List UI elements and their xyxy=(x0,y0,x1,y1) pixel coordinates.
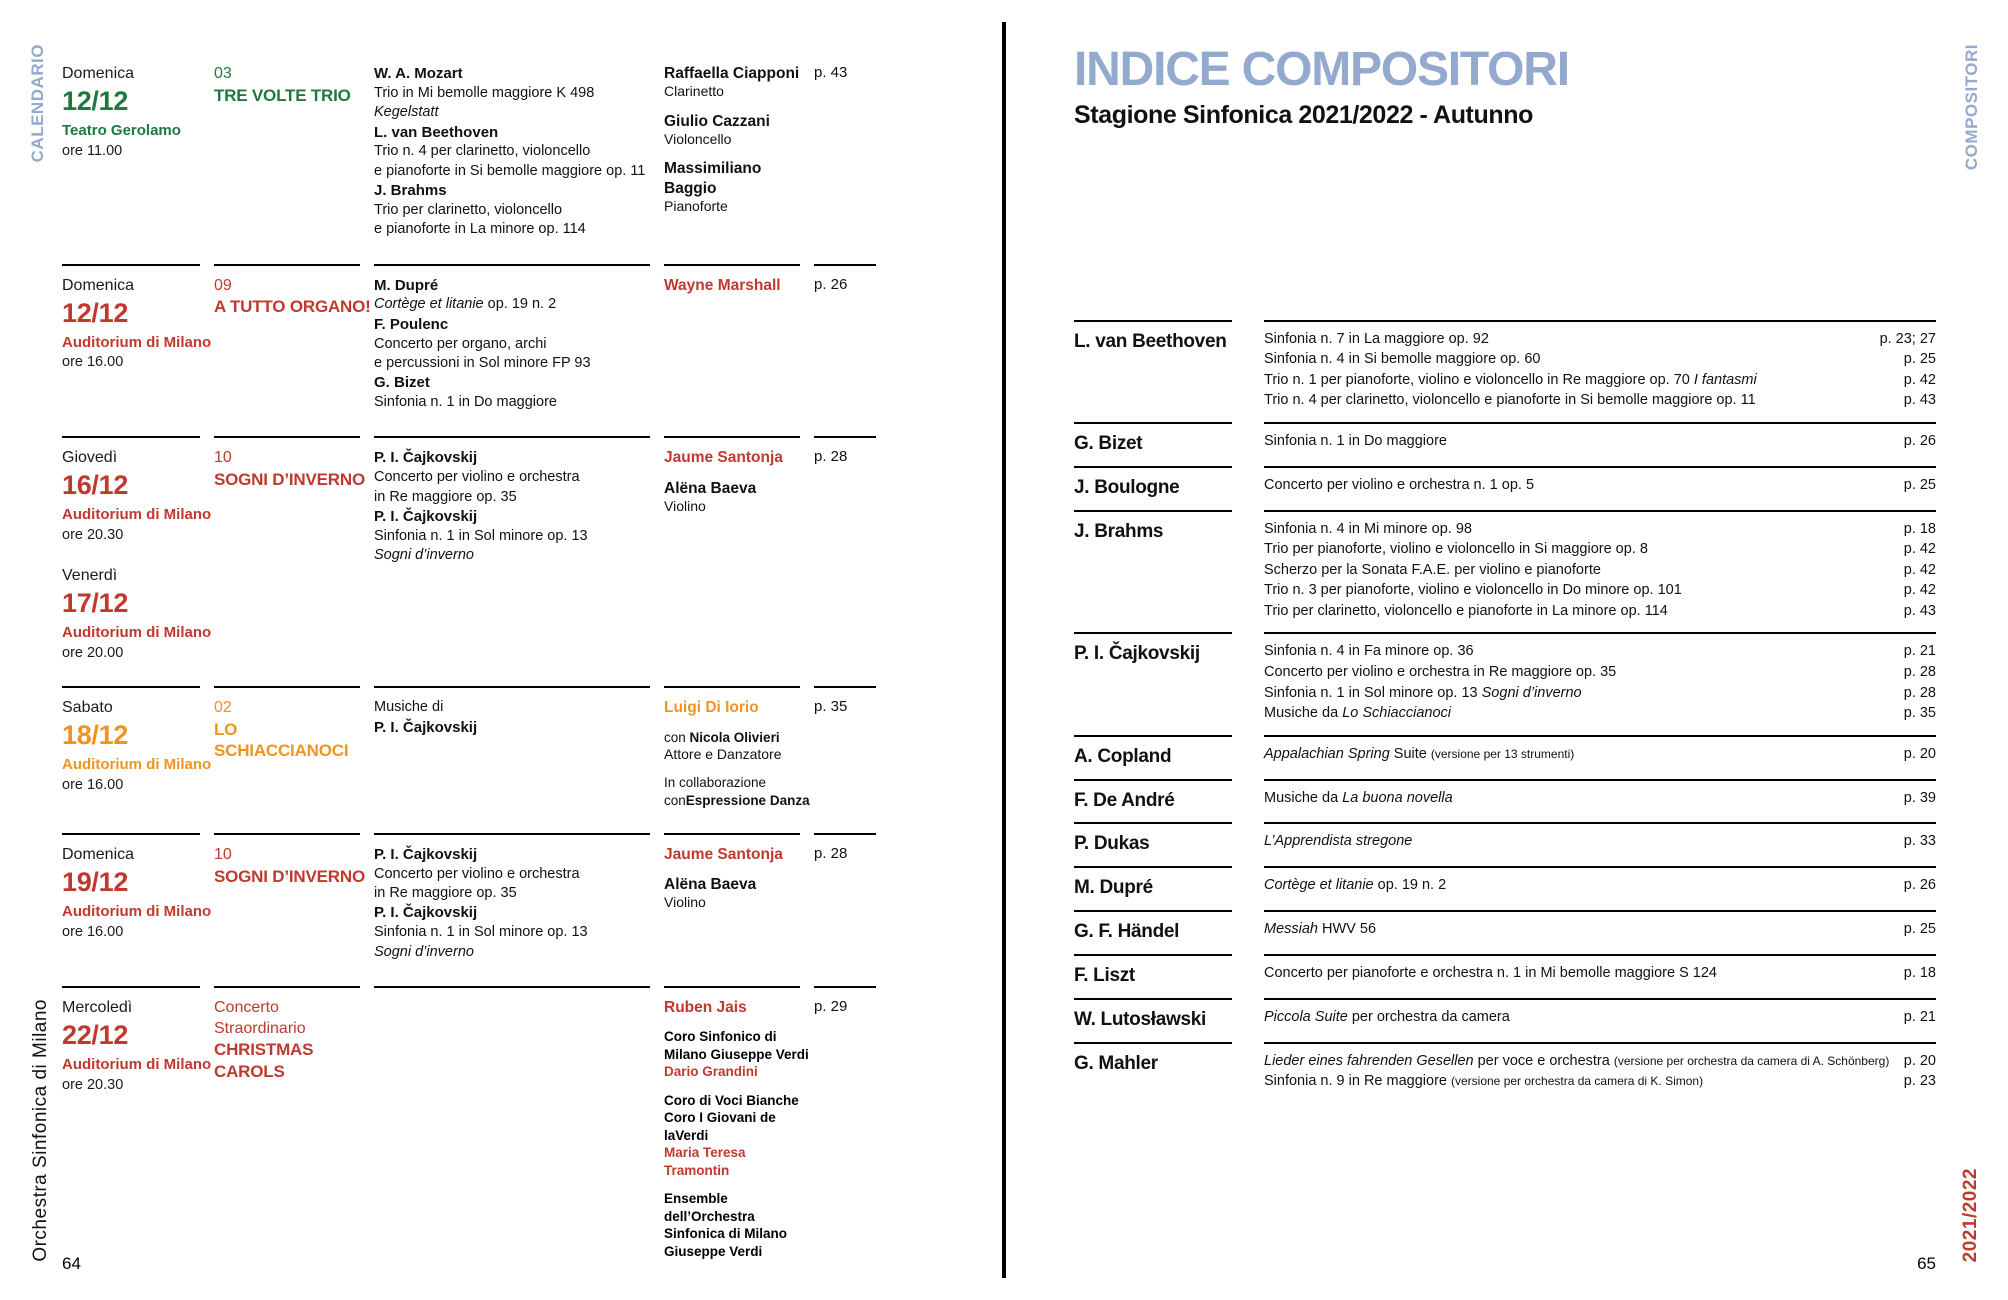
index-composer-name: A. Copland xyxy=(1074,745,1172,767)
series-name: SOGNI D’INVERNO xyxy=(214,866,365,886)
event-weekday: Mercoledì xyxy=(62,998,133,1016)
program-line: Trio in Mi bemolle maggiore K 498 xyxy=(374,84,595,101)
calendar-event[interactable] xyxy=(62,250,964,423)
index-work-page[interactable]: p. 42 xyxy=(1903,371,1936,388)
performer-role: Clarinetto xyxy=(664,83,724,100)
index-works-list xyxy=(1246,641,1936,723)
page-number-left: 64 xyxy=(62,1254,81,1273)
index-composer-name: P. Dukas xyxy=(1074,833,1150,855)
performer-role: Violino xyxy=(664,894,706,911)
event-time: ore 20.30 xyxy=(62,527,124,544)
event-program-block xyxy=(374,986,664,1261)
index-works-list xyxy=(1246,875,1936,896)
index-entry[interactable] xyxy=(1074,632,1936,734)
event-date: 12/12 xyxy=(62,86,129,116)
index-composer-name: M. Dupré xyxy=(1074,877,1153,899)
index-work-title: Musiche da La buona novella xyxy=(1264,789,1453,806)
index-composer-name: L. van Beethoven xyxy=(1074,330,1227,352)
index-work-row[interactable] xyxy=(1264,744,1936,765)
performer-role: Violino xyxy=(664,497,706,514)
index-works-list xyxy=(1246,744,1936,765)
index-work-row[interactable] xyxy=(1264,329,1936,350)
index-composer-name: G. F. Händel xyxy=(1074,921,1180,943)
event-program-block xyxy=(374,686,664,809)
performer-name: Alëna Baeva xyxy=(664,479,757,497)
event-performers-block xyxy=(664,52,814,240)
series-number: 09 xyxy=(214,276,232,294)
index-work-row[interactable] xyxy=(1264,390,1936,411)
index-work-title: Trio per pianoforte, violino e violoncello in Si maggiore op. 8 xyxy=(1264,541,1648,558)
page-number-right: 65 xyxy=(1917,1254,1936,1273)
index-work-title: Trio per clarinetto, violoncello e pianoforte in La minore op. 114 xyxy=(1264,602,1668,619)
event-page-ref-block[interactable] xyxy=(814,986,890,1261)
event-time-2: ore 20.00 xyxy=(62,645,124,662)
performer-note: In collaborazione conEspressione Danza xyxy=(664,775,810,808)
series-name: LO SCHIACCIANOCI xyxy=(214,720,349,761)
index-work-row[interactable] xyxy=(1264,560,1936,581)
program-line: Sinfonia n. 1 in Sol minore op. 13 xyxy=(374,924,588,941)
event-time: ore 20.30 xyxy=(62,1076,124,1093)
event-series-block xyxy=(214,264,374,413)
event-series-block xyxy=(214,986,374,1261)
program-line: Sogni d’inverno xyxy=(374,943,474,960)
index-entry[interactable] xyxy=(1074,422,1936,466)
index-work-row[interactable] xyxy=(1264,641,1936,662)
index-works-list xyxy=(1246,963,1936,984)
index-work-title: Concerto per pianoforte e orchestra n. 1 in Mi bemolle maggiore S 124 xyxy=(1264,964,1717,981)
event-weekday: Domenica xyxy=(62,276,135,294)
calendar-event[interactable] xyxy=(62,38,964,250)
index-works-list xyxy=(1246,1007,1936,1028)
performer-name: Jaume Santonja xyxy=(664,449,783,467)
index-work-title: Sinfonia n. 7 in La maggiore op. 92 xyxy=(1264,330,1489,347)
program-line: in Re maggiore op. 35 xyxy=(374,488,517,505)
calendar-event[interactable] xyxy=(62,819,964,972)
page-reference[interactable]: p. 35 xyxy=(814,698,848,716)
series-name: SOGNI D’INVERNO xyxy=(214,470,365,490)
index-work-page[interactable]: p. 43 xyxy=(1903,602,1936,619)
program-line: W. A. Mozart xyxy=(374,65,463,82)
index-work-row[interactable] xyxy=(1264,431,1936,452)
series-name: A TUTTO ORGANO! xyxy=(214,297,371,317)
index-work-title: Trio n. 4 per clarinetto, violoncello e pianoforte in Si bemolle maggiore op. 11 xyxy=(1264,392,1756,409)
page-reference[interactable]: p. 28 xyxy=(814,448,848,466)
event-venue: Auditorium di Milano xyxy=(62,756,212,774)
event-weekday: Domenica xyxy=(62,845,135,863)
program-line: Sogni d’inverno xyxy=(374,547,474,564)
program-line: Trio per clarinetto, violoncello xyxy=(374,201,563,218)
index-work-title: Sinfonia n. 1 in Sol minore op. 13 Sogni d’inverno xyxy=(1264,684,1582,701)
event-venue: Teatro Gerolamo xyxy=(62,122,181,140)
event-weekday-2: Venerdì xyxy=(62,567,118,585)
index-work-row[interactable] xyxy=(1264,919,1936,940)
program-line: Trio n. 4 per clarinetto, violoncello xyxy=(374,143,591,160)
index-composer-name: G. Mahler xyxy=(1074,1052,1158,1074)
index-work-page[interactable]: p. 43 xyxy=(1903,392,1936,409)
performer-role: Pianoforte xyxy=(664,197,728,214)
event-venue: Auditorium di Milano xyxy=(62,333,212,351)
event-program-block xyxy=(374,436,664,662)
index-work-page[interactable]: p. 28 xyxy=(1903,663,1936,680)
performer-name: Ruben Jais xyxy=(664,998,747,1016)
index-composer-name: G. Bizet xyxy=(1074,432,1143,454)
program-line: P. I. Čajkovskij xyxy=(374,904,478,922)
program-line: J. Brahms xyxy=(374,182,447,199)
event-date-2: 17/12 xyxy=(62,588,129,619)
program-line: L. van Beethoven xyxy=(374,123,499,141)
series-number: Concerto Straordinario xyxy=(214,998,306,1037)
program-line: Sinfonia n. 1 in Sol minore op. 13 xyxy=(374,527,588,544)
index-entry[interactable] xyxy=(1074,779,1936,823)
page-reference[interactable]: p. 43 xyxy=(814,64,848,81)
index-work-page[interactable]: p. 21 xyxy=(1903,1008,1936,1025)
index-work-title: Sinfonia n. 4 in Mi minore op. 98 xyxy=(1264,520,1472,537)
series-number: 10 xyxy=(214,845,232,863)
program-line: P. I. Čajkovskij xyxy=(374,845,478,863)
performer-name: Raffaella Ciapponi xyxy=(664,65,800,82)
index-entry[interactable] xyxy=(1074,1042,1936,1103)
index-composer-name: P. I. Čajkovskij xyxy=(1074,643,1200,665)
index-work-page[interactable]: p. 28 xyxy=(1903,684,1936,701)
program-line: P. I. Čajkovskij xyxy=(374,449,478,467)
event-program-block xyxy=(374,52,664,240)
index-work-title: Sinfonia n. 4 in Si bemolle maggiore op. 60 xyxy=(1264,351,1541,368)
event-weekday: Sabato xyxy=(62,699,113,717)
index-work-title: Musiche da Lo Schiaccianoci xyxy=(1264,705,1452,722)
index-entry[interactable] xyxy=(1074,910,1936,954)
event-page-ref-block[interactable] xyxy=(814,52,890,240)
program-line: Concerto per violino e orchestra xyxy=(374,469,580,486)
index-entry[interactable] xyxy=(1074,735,1936,779)
index-work-title: Appalachian Spring Suite (versione per 13 strumenti) xyxy=(1264,745,1575,762)
event-venue: Auditorium di Milano xyxy=(62,506,212,524)
side-tab-orchestra: Orchestra Sinfonica di Milano xyxy=(30,999,51,1262)
performer-name: Wayne Marshall xyxy=(664,276,781,294)
event-date-block xyxy=(62,436,214,662)
calendar-event[interactable] xyxy=(62,672,964,819)
performer-name: Jaume Santonja xyxy=(664,845,783,863)
index-work-page[interactable]: p. 42 xyxy=(1903,541,1936,558)
page-reference[interactable]: p. 29 xyxy=(814,997,848,1015)
index-entry[interactable] xyxy=(1074,866,1936,910)
side-tab-season: 2021/2022 xyxy=(1960,1167,1981,1262)
event-date-block xyxy=(62,986,214,1261)
index-work-row[interactable] xyxy=(1264,875,1936,896)
index-work-page[interactable]: p. 20 xyxy=(1903,745,1936,762)
index-work-page[interactable]: p. 25 xyxy=(1903,921,1936,938)
index-work-title: Sinfonia n. 1 in Do maggiore xyxy=(1264,432,1447,449)
event-date: 19/12 xyxy=(62,866,129,897)
index-works-list xyxy=(1246,831,1936,852)
ensemble-name: Coro Sinfonico di Milano Giuseppe Verdi xyxy=(664,1029,809,1062)
index-work-row[interactable] xyxy=(1264,788,1936,809)
ensemble-conductor: Dario Grandini xyxy=(664,1064,758,1080)
index-work-page[interactable]: p. 18 xyxy=(1903,964,1936,981)
index-work-title: Sinfonia n. 9 in Re maggiore (versione per orchestra da camera di K. Simon) xyxy=(1264,1073,1704,1090)
index-works-list xyxy=(1246,329,1936,411)
performer-role: Violoncello xyxy=(664,130,732,147)
index-work-page[interactable]: p. 42 xyxy=(1903,561,1936,578)
index-work-row[interactable] xyxy=(1264,349,1936,370)
index-work-page[interactable]: p. 23 xyxy=(1903,1073,1936,1090)
index-work-row[interactable] xyxy=(1264,1051,1936,1072)
index-entry[interactable] xyxy=(1074,998,1936,1042)
calendar-list xyxy=(62,38,964,1271)
event-performers-block xyxy=(664,986,814,1261)
index-work-row[interactable] xyxy=(1264,683,1936,704)
event-time: ore 16.00 xyxy=(62,923,124,940)
index-work-page[interactable]: p. 25 xyxy=(1903,476,1936,493)
index-work-title: L’Apprendista stregone xyxy=(1264,833,1413,850)
program-line: P. I. Čajkovskij xyxy=(374,507,478,525)
calendar-event[interactable] xyxy=(62,972,964,1271)
index-composer-name: W. Lutosławski xyxy=(1074,1008,1206,1030)
program-line: e percussioni in Sol minore FP 93 xyxy=(374,354,591,371)
index-work-row[interactable] xyxy=(1264,370,1936,391)
event-time: ore 16.00 xyxy=(62,354,124,371)
index-work-title: Lieder eines fahrenden Gesellen per voce e orchestra (versione per orchestra da camera di A. Schönberg) xyxy=(1264,1052,1890,1069)
program-line: Cortège et litanie op. 19 n. 2 xyxy=(374,296,557,313)
index-composer-name: F. Liszt xyxy=(1074,964,1135,986)
event-date: 12/12 xyxy=(62,297,129,328)
index-entry[interactable] xyxy=(1074,954,1936,998)
program-line: F. Poulenc xyxy=(374,315,449,333)
index-work-title: Trio n. 1 per pianoforte, violino e violoncello in Re maggiore op. 70 I fantasmi xyxy=(1264,371,1757,388)
right-page-index xyxy=(1004,0,2008,1300)
index-work-page[interactable]: p. 33 xyxy=(1903,833,1936,850)
index-work-row[interactable] xyxy=(1264,662,1936,683)
index-composer-name: J. Brahms xyxy=(1074,520,1164,542)
index-work-page[interactable]: p. 26 xyxy=(1903,432,1936,449)
program-line: in Re maggiore op. 35 xyxy=(374,885,517,902)
index-work-row[interactable] xyxy=(1264,831,1936,852)
event-page-ref-block[interactable] xyxy=(814,436,890,662)
event-page-ref-block[interactable] xyxy=(814,264,890,413)
event-date-block xyxy=(62,264,214,413)
performer-name: Alëna Baeva xyxy=(664,876,757,894)
index-title: INDICE COMPOSITORI xyxy=(1074,43,1569,96)
event-weekday: Domenica xyxy=(62,65,135,82)
event-venue-2: Auditorium di Milano xyxy=(62,624,212,642)
index-work-row[interactable] xyxy=(1264,519,1936,540)
performer-note: con Nicola Olivieri xyxy=(664,729,780,745)
index-work-title: Cortège et litanie op. 19 n. 2 xyxy=(1264,877,1447,894)
event-time: ore 11.00 xyxy=(62,142,123,159)
program-line: Sinfonia n. 1 in Do maggiore xyxy=(374,394,557,411)
index-work-row[interactable] xyxy=(1264,601,1936,622)
program-line: Musiche di xyxy=(374,699,444,716)
event-date-block xyxy=(62,686,214,809)
event-page-ref-block[interactable] xyxy=(814,833,890,962)
index-work-title: Trio n. 3 per pianoforte, violino e violoncello in Do minore op. 101 xyxy=(1264,582,1682,599)
index-work-page[interactable]: p. 42 xyxy=(1903,582,1936,599)
program-line: e pianoforte in Si bemolle maggiore op. 11 xyxy=(374,162,646,179)
performer-name: Giulio Cazzani xyxy=(664,112,770,130)
side-tab-calendario: CALENDARIO xyxy=(28,44,47,163)
program-line: P. I. Čajkovskij xyxy=(374,718,478,736)
event-performers-block xyxy=(664,833,814,962)
index-work-page[interactable]: p. 23; 27 xyxy=(1879,330,1936,347)
series-name: TRE VOLTE TRIO xyxy=(214,85,351,105)
program-line: Concerto per violino e orchestra xyxy=(374,865,580,882)
index-work-title: Concerto per violino e orchestra n. 1 op. 5 xyxy=(1264,476,1535,493)
event-program-block xyxy=(374,264,664,413)
program-line: Concerto per organo, archi xyxy=(374,335,547,352)
series-number: 02 xyxy=(214,699,232,717)
index-subtitle: Stagione Sinfonica 2021/2022 - Autunno xyxy=(1074,101,1533,129)
index-works-list xyxy=(1246,919,1936,940)
index-entry[interactable] xyxy=(1074,510,1936,633)
index-work-title: Messiah HWV 56 xyxy=(1264,921,1377,938)
index-work-row[interactable] xyxy=(1264,703,1936,724)
event-weekday: Giovedì xyxy=(62,449,118,467)
program-line: M. Dupré xyxy=(374,276,439,294)
index-work-title: Concerto per violino e orchestra in Re maggiore op. 35 xyxy=(1264,663,1617,680)
index-work-page[interactable]: p. 25 xyxy=(1903,351,1936,368)
event-date-block xyxy=(62,833,214,962)
index-work-page[interactable]: p. 26 xyxy=(1903,877,1936,894)
index-works-list xyxy=(1246,1051,1936,1092)
series-name: CHRISTMAS CAROLS xyxy=(214,1040,314,1081)
index-works-list xyxy=(1246,519,1936,622)
index-works-list xyxy=(1246,431,1936,452)
performer-name: Luigi Di Iorio xyxy=(664,699,759,717)
event-performers-block xyxy=(664,264,814,413)
index-composer-name: J. Boulogne xyxy=(1074,476,1180,498)
index-work-title: Piccola Suite per orchestra da camera xyxy=(1264,1008,1510,1025)
event-time: ore 16.00 xyxy=(62,777,124,794)
event-series-block xyxy=(214,436,374,662)
index-composer-name: F. De André xyxy=(1074,789,1175,811)
index-work-row[interactable] xyxy=(1264,1007,1936,1028)
event-series-block xyxy=(214,833,374,962)
index-work-row[interactable] xyxy=(1264,580,1936,601)
series-number: 10 xyxy=(214,449,232,467)
index-work-title: Sinfonia n. 4 in Fa minore op. 36 xyxy=(1264,643,1474,660)
event-date: 22/12 xyxy=(62,1019,129,1050)
event-venue: Auditorium di Milano xyxy=(62,1055,212,1073)
calendar-event[interactable] xyxy=(62,422,964,672)
event-date: 16/12 xyxy=(62,470,129,501)
event-page-ref-block[interactable] xyxy=(814,686,890,809)
composer-index-list xyxy=(1074,320,1936,1103)
index-entry[interactable] xyxy=(1074,320,1936,422)
index-work-page[interactable]: p. 20 xyxy=(1903,1052,1936,1069)
page-reference[interactable]: p. 28 xyxy=(814,844,848,862)
program-line: G. Bizet xyxy=(374,374,430,392)
index-work-page[interactable]: p. 18 xyxy=(1903,520,1936,537)
event-date: 18/12 xyxy=(62,720,129,751)
index-work-title: Scherzo per la Sonata F.A.E. per violino e pianoforte xyxy=(1264,561,1601,578)
event-program-block xyxy=(374,833,664,962)
index-work-page[interactable]: p. 35 xyxy=(1903,705,1936,722)
ensemble-name: Coro di Voci Bianche Coro I Giovani de laVerdi xyxy=(664,1092,799,1143)
ensemble-name: Ensemble dell’Orchestra Sinfonica di Milano Giuseppe Verdi xyxy=(664,1191,788,1260)
index-entry[interactable] xyxy=(1074,466,1936,510)
index-work-row[interactable] xyxy=(1264,1071,1936,1092)
index-work-row[interactable] xyxy=(1264,475,1936,496)
ensemble-conductor: Maria Teresa Tramontin xyxy=(664,1145,746,1178)
index-works-list xyxy=(1246,788,1936,809)
event-performers-block xyxy=(664,436,814,662)
index-work-row[interactable] xyxy=(1264,963,1936,984)
series-number: 03 xyxy=(214,65,232,82)
event-series-block xyxy=(214,52,374,240)
page-reference[interactable]: p. 26 xyxy=(814,275,848,293)
performer-name: Massimiliano Baggio xyxy=(664,160,762,197)
index-works-list xyxy=(1246,475,1936,496)
event-performers-block xyxy=(664,686,814,809)
program-line: e pianoforte in La minore op. 114 xyxy=(374,221,586,238)
side-tab-compositori: COMPOSITORI xyxy=(1962,44,1981,171)
index-work-page[interactable]: p. 39 xyxy=(1903,789,1936,806)
event-series-block xyxy=(214,686,374,809)
index-work-page[interactable]: p. 21 xyxy=(1903,643,1936,660)
performer-note-role: Attore e Danzatore xyxy=(664,745,782,762)
program-line: Kegelstatt xyxy=(374,104,439,121)
index-entry[interactable] xyxy=(1074,822,1936,866)
index-work-row[interactable] xyxy=(1264,539,1936,560)
event-venue: Auditorium di Milano xyxy=(62,902,212,920)
event-date-block xyxy=(62,52,214,240)
